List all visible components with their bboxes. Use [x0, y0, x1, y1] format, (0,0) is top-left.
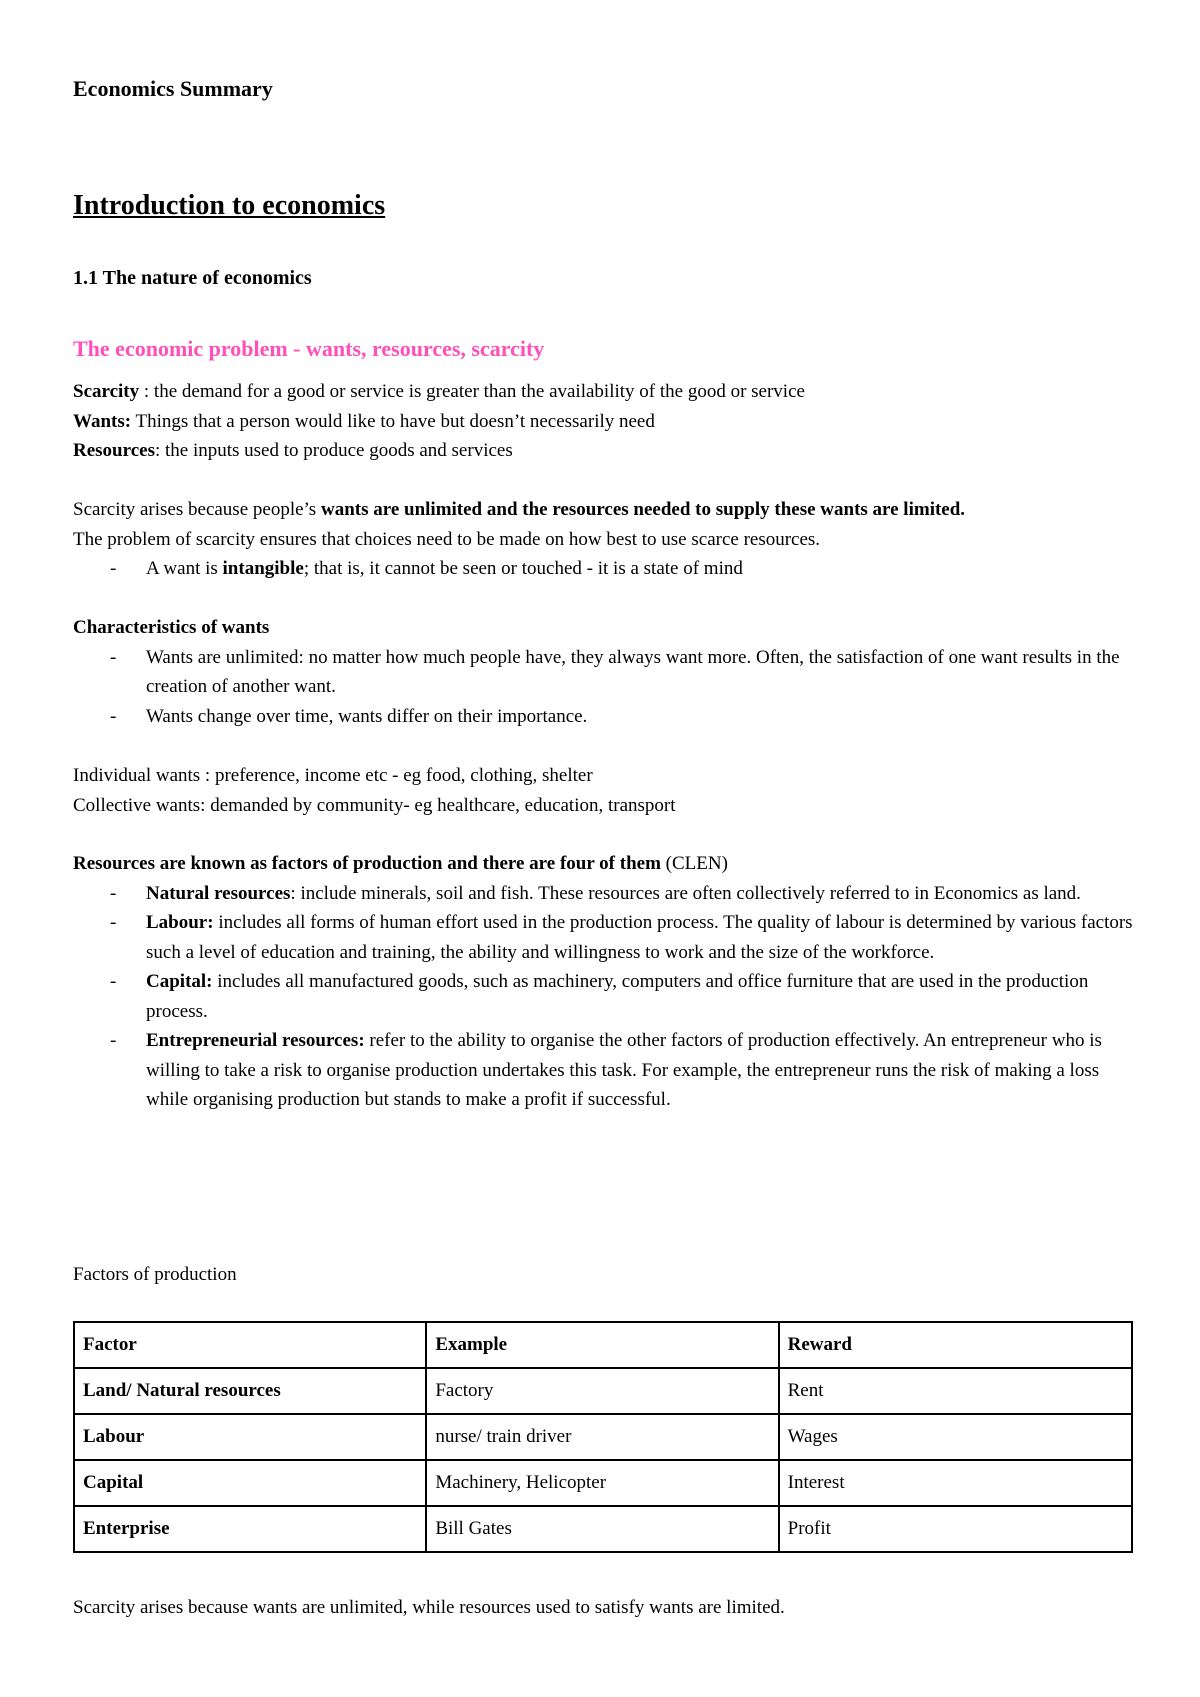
reward-cell: Rent [779, 1368, 1132, 1414]
resources-block [73, 849, 1133, 1115]
economic-problem-heading: The economic problem - wants, resources, scarcity [73, 336, 545, 361]
characteristic-text: Wants change over time, wants differ on their importance. [146, 705, 588, 727]
definition-term: Scarcity [73, 381, 140, 402]
definition-text: Things that a person would like to have but doesn’t necessarily need [131, 410, 655, 432]
list-item [73, 643, 1133, 702]
resource-text: includes all manufactured goods, such as machinery, computers and office furniture that are used in the production process. [146, 971, 1089, 1022]
example-cell: Machinery, Helicopter [426, 1460, 778, 1506]
collective-wants: Collective wants: demanded by community- eg healthcare, education, transport [73, 794, 676, 816]
bullet-prefix: A want is [146, 558, 223, 579]
table-caption: Factors of production [73, 1264, 237, 1285]
characteristics-list [73, 643, 1133, 732]
resources-heading-suffix: (CLEN) [660, 853, 728, 874]
bullet-dash: - [110, 912, 117, 933]
table-row [74, 1506, 1132, 1552]
list-item [73, 908, 1133, 967]
definition-term: Wants: [73, 410, 132, 432]
document-title: Economics Summary [73, 76, 273, 101]
resource-term: Labour: [146, 912, 214, 933]
resources-heading [73, 849, 1133, 879]
bullet-bold: intangible [222, 558, 304, 579]
table-header-row [74, 1322, 1132, 1368]
example-cell: Bill Gates [426, 1506, 778, 1552]
list-item [73, 1026, 1133, 1115]
definitions-block [73, 377, 1133, 466]
scarcity-bullets [73, 554, 1133, 584]
bullet-dash: - [110, 971, 117, 992]
scarcity-bold: wants are unlimited and the resources needed to supply these wants are limited. [320, 499, 966, 520]
factor-cell: Land/ Natural resources [74, 1368, 426, 1414]
characteristics-block [73, 613, 1133, 731]
bullet-suffix: ; that is, it cannot be seen or touched - it is a state of mind [303, 558, 743, 579]
bullet-dash: - [110, 558, 117, 579]
resources-list [73, 879, 1133, 1115]
definition-resources [73, 436, 1133, 466]
definition-text: : the demand for a good or service is greater than the availability of the good or service [139, 381, 805, 402]
bullet-dash: - [110, 646, 117, 668]
resource-text: includes all forms of human effort used in the production process. The quality of labour is determined by various factors such a level of education and training, the ability and willingness to work and the size of the workforce. [146, 912, 1133, 963]
individual-wants: Individual wants : preference, income etc - eg food, clothing, shelter [73, 765, 593, 786]
list-item [73, 879, 1133, 909]
table-row [74, 1368, 1132, 1414]
definition-wants [73, 407, 1133, 437]
section-title: Introduction to economics [73, 190, 386, 221]
list-item [73, 554, 1133, 584]
reward-cell: Interest [779, 1460, 1132, 1506]
factors-table [73, 1321, 1133, 1553]
reward-cell: Wages [779, 1414, 1132, 1460]
resources-heading-bold: Resources are known as factors of production and there are four of them [73, 853, 661, 874]
reward-cell: Profit [779, 1506, 1132, 1552]
column-header-example: Example [426, 1322, 778, 1368]
definition-scarcity [73, 377, 1133, 407]
factor-cell: Capital [74, 1460, 426, 1506]
characteristics-heading-text: Characteristics of wants [73, 617, 270, 638]
scarcity-line-1 [73, 495, 1133, 525]
table-row [74, 1414, 1132, 1460]
scarcity-prefix: Scarcity arises because people’s [73, 499, 321, 520]
bullet-dash: - [110, 705, 117, 727]
resource-term: Capital: [146, 971, 213, 992]
column-header-factor: Factor [74, 1322, 426, 1368]
resource-term: Entrepreneurial resources: [146, 1030, 365, 1051]
table-row [74, 1460, 1132, 1506]
characteristics-heading [73, 613, 1133, 643]
list-item [73, 702, 1133, 732]
scarcity-line-2: The problem of scarcity ensures that choices need to be made on how best to use scarce resources. [73, 528, 821, 550]
definition-term: Resources [73, 440, 155, 461]
resource-text: refer to the ability to organise the other factors of production effectively. An entrepreneur who is willing to take a risk to organise production undertakes this task. For example, the entrepreneur runs the risk of making a loss while organising production but stands to make a profit if successful. [146, 1030, 1102, 1110]
closing-statement: Scarcity arises because wants are unlimited, while resources used to satisfy wants are limited. [73, 1597, 785, 1618]
subsection-title: 1.1 The nature of economics [73, 267, 312, 289]
factor-cell: Labour [74, 1414, 426, 1460]
resource-term: Natural resources [146, 882, 291, 904]
example-cell: nurse/ train driver [426, 1414, 778, 1460]
bullet-dash: - [110, 1030, 117, 1051]
wants-types-block [73, 761, 1133, 820]
bullet-dash: - [110, 882, 117, 904]
factor-cell: Enterprise [74, 1506, 426, 1552]
list-item [73, 967, 1133, 1026]
resource-text: : include minerals, soil and fish. These resources are often collectively referred to in Economics as land. [290, 882, 1081, 904]
column-header-reward: Reward [779, 1322, 1132, 1368]
characteristic-text: Wants are unlimited: no matter how much people have, they always want more. Often, the satisfaction of one want results in the creation of another want. [146, 646, 1120, 697]
scarcity-paragraph [73, 495, 1133, 584]
example-cell: Factory [426, 1368, 778, 1414]
definition-text: : the inputs used to produce goods and services [154, 440, 513, 461]
